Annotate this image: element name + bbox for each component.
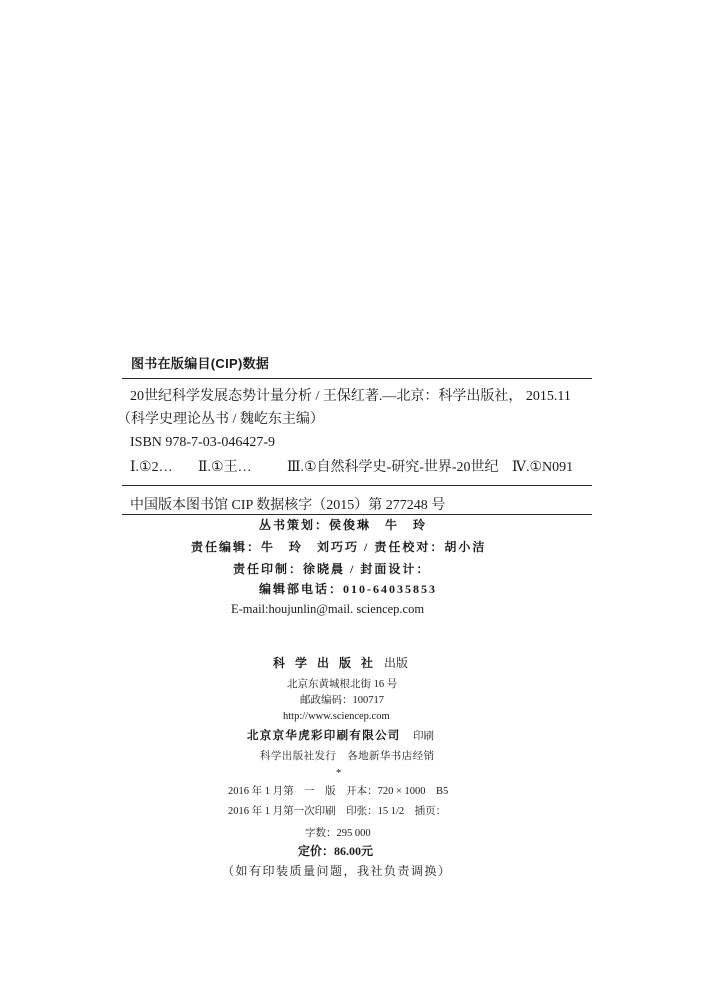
cip-bottom-rule: [122, 514, 592, 515]
cip-subject-2: Ⅱ.①王…: [198, 460, 252, 475]
cip-subject-4: Ⅳ.①N091: [512, 460, 574, 475]
cip-heading: 图书在版编目(CIP)数据: [131, 356, 270, 371]
cip-top-rule: [122, 378, 592, 379]
word-count: 字数：295 000: [305, 828, 371, 839]
publisher-postcode: 邮政编码：100717: [300, 695, 384, 706]
distribution-line: 科学出版社发行 各地新华书店经销: [260, 751, 435, 762]
price: 定价：86.00元: [298, 844, 374, 858]
separator-asterisk: *: [336, 768, 342, 779]
editorial-phone: 编辑部电话：010-64035853: [259, 582, 437, 596]
editors-line: 责任编辑：牛 玲 刘巧巧 / 责任校对：胡小洁: [191, 540, 487, 554]
cip-series-line: （科学史理论丛书 / 魏屹东主编）: [117, 412, 324, 427]
print-design-line: 责任印制：徐晓晨 / 封面设计：: [233, 562, 431, 576]
publisher-address: 北京东黄城根北街 16 号: [287, 679, 398, 690]
editorial-email: E-mail:houjunlin@mail. sciencep.com: [231, 602, 425, 616]
cip-title-line: 20世纪科学发展态势计量分析 / 王保红著.—北京：科学出版社， 2015.11: [130, 389, 571, 404]
quality-notice: （如有印装质量问题，我社负责调换）: [222, 864, 452, 878]
cip-number: 中国版本图书馆 CIP 数据核字（2015）第 277248 号: [130, 498, 446, 513]
publisher-name: 科学出版社: [273, 656, 384, 670]
cip-subject-1: Ⅰ.①2…: [130, 460, 173, 475]
cip-subject-3: Ⅲ.①自然科学史-研究-世界-20世纪: [287, 460, 499, 475]
printer-suffix: 印刷: [413, 731, 434, 742]
series-planner: 丛书策划：侯俊琳 牛 玲: [259, 518, 428, 532]
publisher-suffix: 出版: [384, 656, 409, 670]
edition-line: 2016 年 1 月第 一 版 开本：720 × 1000 B5: [228, 786, 449, 797]
publisher-website: http://www.sciencep.com: [283, 711, 390, 722]
cip-middle-rule: [122, 485, 592, 486]
printer-name: 北京京华虎彩印刷有限公司: [247, 730, 401, 742]
cip-isbn: ISBN 978-7-03-046427-9: [130, 435, 276, 450]
printing-line: 2016 年 1 月第一次印刷 印张：15 1/2 插页：: [228, 806, 447, 817]
